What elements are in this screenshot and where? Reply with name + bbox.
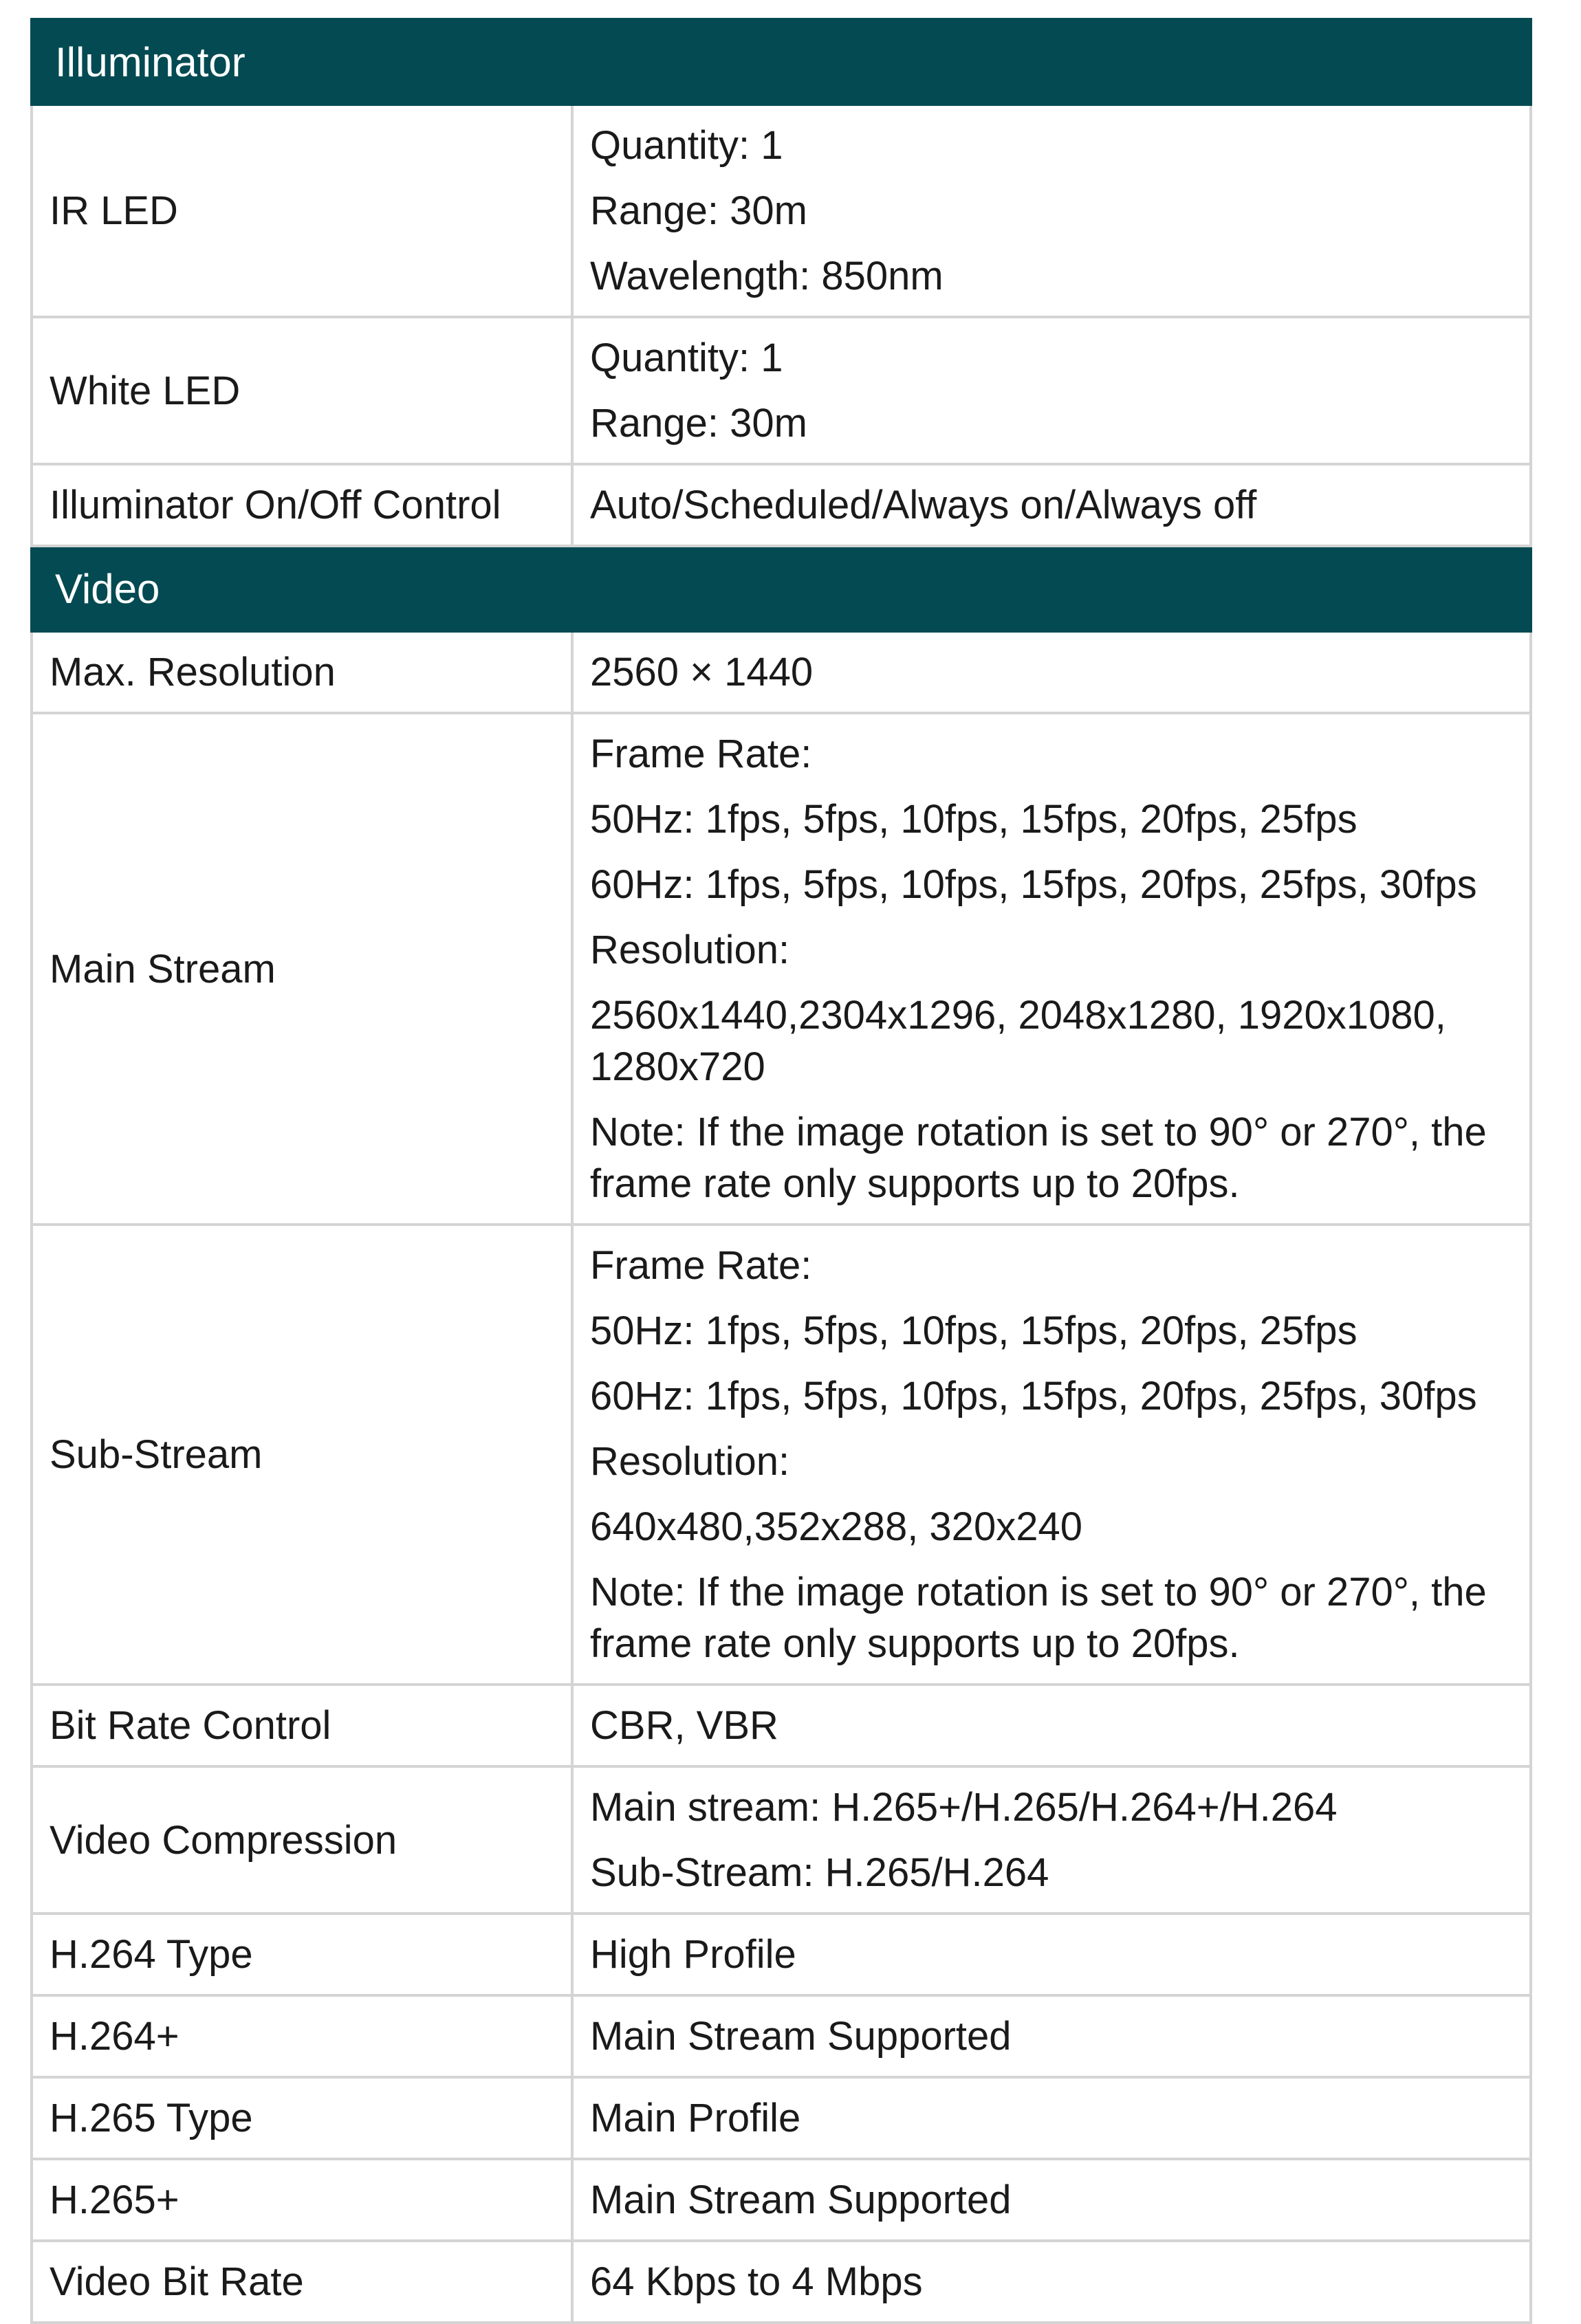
- spec-label: Video Bit Rate: [32, 2241, 572, 2323]
- spec-value-line: 2560 × 1440: [590, 650, 814, 694]
- spec-value-line: Range: 30m: [590, 401, 807, 446]
- spec-value-line: 50Hz: 1fps, 5fps, 10fps, 15fps, 20fps, 25fps: [590, 797, 1358, 842]
- spec-row-max-resolution: [32, 631, 1531, 713]
- spec-label: Sub-Stream: [32, 1225, 572, 1685]
- spec-label: H.264+: [32, 1995, 572, 2077]
- spec-value-line: Frame Rate:: [590, 1243, 812, 1288]
- spec-value-line: CBR, VBR: [590, 1703, 778, 1748]
- spec-value: [572, 464, 1531, 546]
- spec-value-line: 50Hz: 1fps, 5fps, 10fps, 15fps, 20fps, 25fps: [590, 1308, 1358, 1353]
- section-title: Video: [32, 546, 1531, 631]
- spec-value-line: 60Hz: 1fps, 5fps, 10fps, 15fps, 20fps, 25fps, 30fps: [590, 1374, 1477, 1418]
- spec-value-line: Frame Rate:: [590, 732, 812, 776]
- spec-row-video-compression: [32, 1766, 1531, 1914]
- spec-table: [30, 18, 1532, 2324]
- spec-value-line: Main Profile: [590, 2096, 801, 2140]
- spec-label: Main Stream: [32, 713, 572, 1225]
- spec-label: Max. Resolution: [32, 631, 572, 713]
- spec-value-line: Resolution:: [590, 928, 790, 972]
- spec-row-bit-rate-control: [32, 1685, 1531, 1766]
- section-header-video: [32, 546, 1531, 631]
- spec-value-line: Range: 30m: [590, 188, 807, 233]
- spec-row-h264-plus: [32, 1995, 1531, 2077]
- section-header-illuminator: [32, 19, 1531, 105]
- spec-value-line: Auto/Scheduled/Always on/Always off: [590, 483, 1257, 527]
- spec-row-ir-led: [32, 105, 1531, 317]
- spec-label: Video Compression: [32, 1766, 572, 1914]
- spec-table-body: [32, 19, 1531, 2323]
- spec-value-line: 640x480,352x288, 320x240: [590, 1504, 1082, 1549]
- spec-value-line: Main stream: H.265+/H.265/H.264+/H.264: [590, 1785, 1338, 1830]
- spec-value-line: Resolution:: [590, 1439, 790, 1484]
- spec-row-h264-type: [32, 1914, 1531, 1995]
- spec-value: [572, 1995, 1531, 2077]
- spec-row-illuminator-control: [32, 464, 1531, 546]
- spec-label: H.265 Type: [32, 2077, 572, 2159]
- spec-row-h265-plus: [32, 2159, 1531, 2241]
- spec-value: [572, 2241, 1531, 2323]
- spec-value: [572, 1914, 1531, 1995]
- spec-value-line: Main Stream Supported: [590, 2014, 1012, 2059]
- spec-value: [572, 713, 1531, 1225]
- spec-sheet: [30, 18, 1529, 2324]
- spec-value-line: Wavelength: 850nm: [590, 254, 944, 298]
- spec-value: [572, 1766, 1531, 1914]
- spec-value-line: Note: If the image rotation is set to 90° or 270°, the frame rate only supports up to 20fps.: [590, 1110, 1487, 1206]
- spec-value-line: High Profile: [590, 1932, 796, 1977]
- spec-value-line: Note: If the image rotation is set to 90° or 270°, the frame rate only supports up to 20fps.: [590, 1570, 1487, 1666]
- spec-value-line: Quantity: 1: [590, 336, 783, 380]
- spec-value: [572, 2159, 1531, 2241]
- spec-value-line: Main Stream Supported: [590, 2178, 1012, 2222]
- spec-label: H.265+: [32, 2159, 572, 2241]
- spec-row-h265-type: [32, 2077, 1531, 2159]
- section-title: Illuminator: [32, 19, 1531, 105]
- spec-value: [572, 105, 1531, 317]
- spec-label: IR LED: [32, 105, 572, 317]
- spec-value: [572, 631, 1531, 713]
- spec-label: Illuminator On/Off Control: [32, 464, 572, 546]
- spec-value: [572, 317, 1531, 464]
- spec-label: H.264 Type: [32, 1914, 572, 1995]
- spec-row-sub-stream: [32, 1225, 1531, 1685]
- spec-value-line: 60Hz: 1fps, 5fps, 10fps, 15fps, 20fps, 25fps, 30fps: [590, 862, 1477, 907]
- spec-row-white-led: [32, 317, 1531, 464]
- spec-value: [572, 1225, 1531, 1685]
- spec-value: [572, 2077, 1531, 2159]
- spec-value-line: 64 Kbps to 4 Mbps: [590, 2259, 923, 2304]
- spec-row-video-bit-rate: [32, 2241, 1531, 2323]
- spec-label: Bit Rate Control: [32, 1685, 572, 1766]
- spec-label: White LED: [32, 317, 572, 464]
- spec-value-line: 2560x1440,2304x1296, 2048x1280, 1920x1080, 1280x720: [590, 993, 1446, 1089]
- spec-row-main-stream: [32, 713, 1531, 1225]
- spec-value: [572, 1685, 1531, 1766]
- spec-value-line: Quantity: 1: [590, 123, 783, 168]
- spec-value-line: Sub-Stream: H.265/H.264: [590, 1850, 1049, 1895]
